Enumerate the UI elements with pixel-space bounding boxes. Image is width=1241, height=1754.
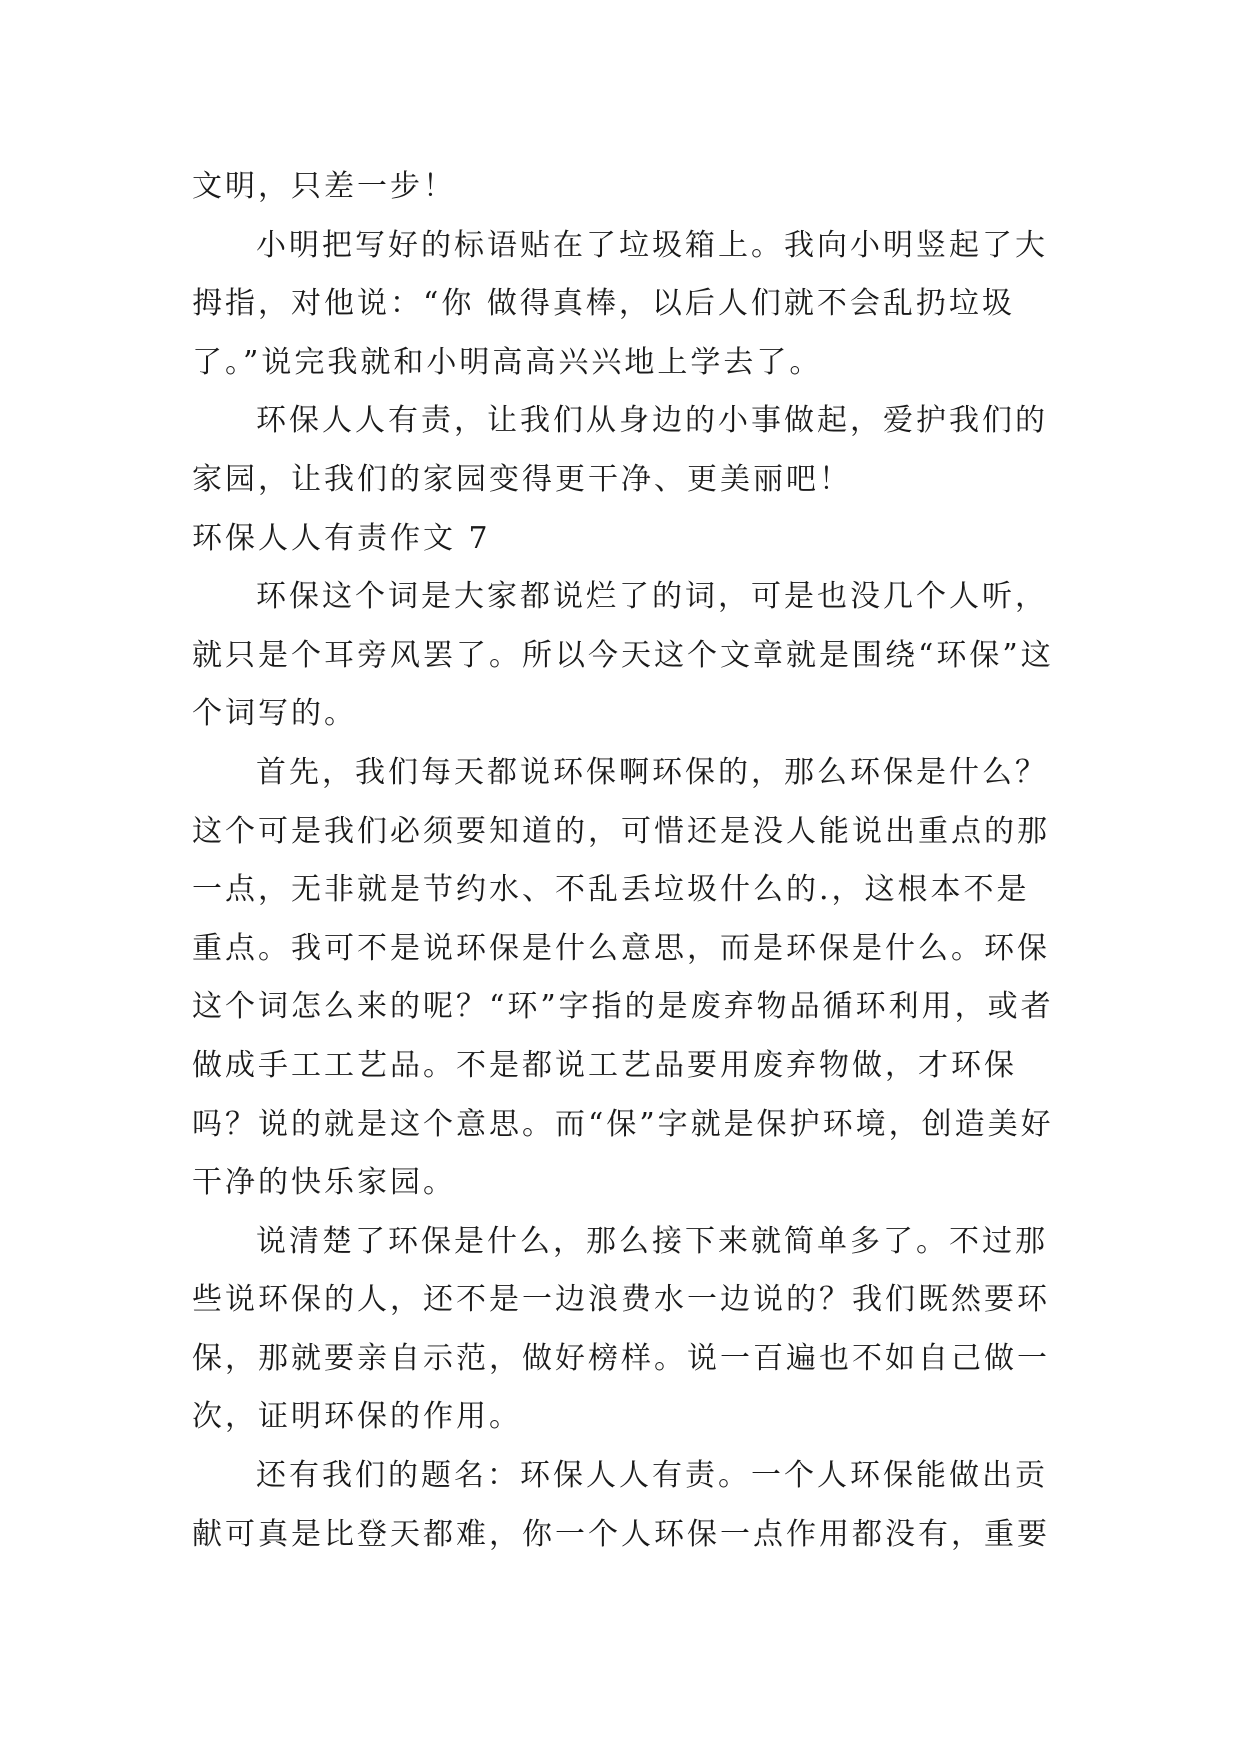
paragraph: 说清楚了环保是什么，那么接下来就简单多了。不过那些说环保的人，还不是一边浪费水一边说的？我们既然要环保，那就要亲自示范，做好榜样。说一百遍也不如自己做一次，证明环保的作用。 <box>192 1223 1050 1435</box>
paragraph-continuation: 文明，只差一步！ <box>192 169 456 204</box>
paragraph: 环保人人有责，让我们从身边的小事做起，爱护我们的家园，让我们的家园变得更干净、更美丽吧！ <box>192 403 1048 497</box>
section-heading: 环保人人有责作文 7 <box>192 520 491 556</box>
paragraph: 还有我们的题名：环保人人有责。一个人环保能做出贡献可真是比登天都难，你一个人环保一点作用都没有，重要 <box>192 1458 1050 1552</box>
document-body <box>192 158 1062 1564</box>
paragraph: 小明把写好的标语贴在了垃圾箱上。我向小明竖起了大拇指，对他说：“你 做得真棒，以后人们就不会乱扔垃圾了。”说完我就和小明高高兴兴地上学去了。 <box>192 227 1048 380</box>
paragraph: 环保这个词是大家都说烂了的词，可是也没几个人听，就只是个耳旁风罢了。所以今天这个文章就是围绕“环保”这个词写的。 <box>192 579 1054 732</box>
paragraph: 首先，我们每天都说环保啊环保的，那么环保是什么？这个可是我们必须要知道的，可惜还是没人能说出重点的那一点，无非就是节约水、不乱丢垃圾什么的.，这根本不是重点。我可不是说环保是什么意思，而是环保是什么。环保这个词怎么来的呢？“环”字指的是废弃物品循环利用，或者做成手工工艺品。不是都说工艺品要用废弃物做，才环保吗？说的就是这个意思。而“保”字就是保护环境，创造美好干净的快乐家园。 <box>192 754 1054 1201</box>
